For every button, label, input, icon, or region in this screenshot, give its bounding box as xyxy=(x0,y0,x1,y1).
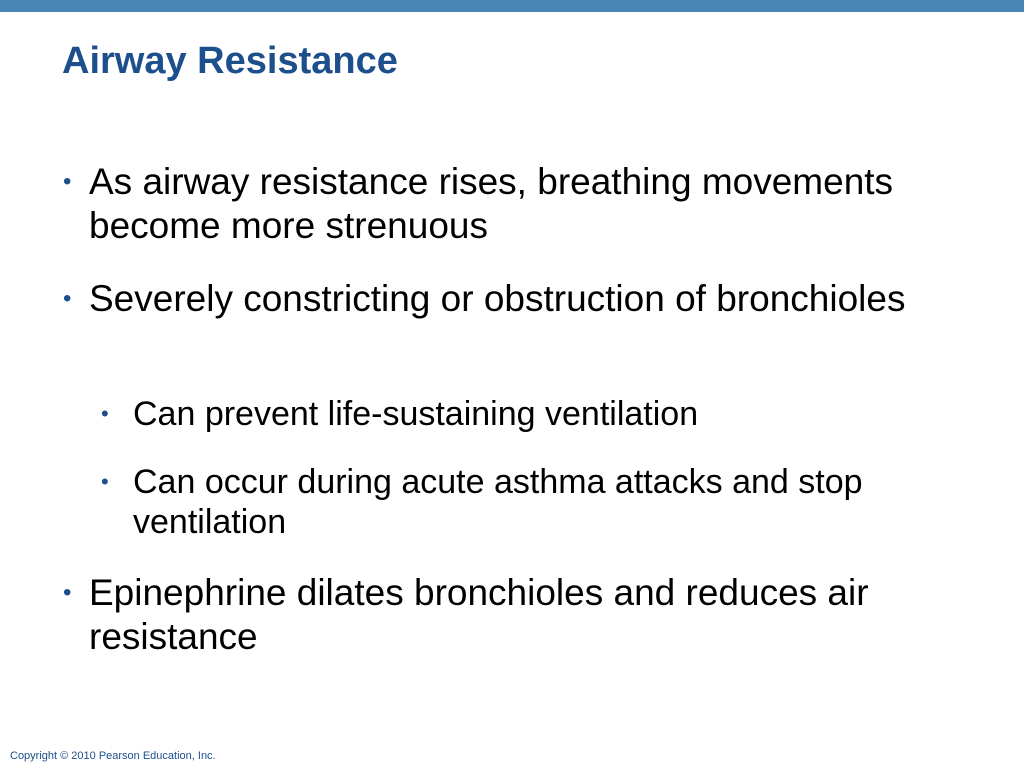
bullet-dot-icon: • xyxy=(63,285,72,312)
bullet-dot-icon: • xyxy=(101,401,109,426)
slide-title: Airway Resistance xyxy=(62,40,398,82)
copyright-footer: Copyright © 2010 Pearson Education, Inc. xyxy=(10,750,216,762)
bullet-dot-icon: • xyxy=(63,168,72,195)
sub-bullet-text: Can prevent life-sustaining ventilation xyxy=(133,395,699,433)
bullet-text: As airway resistance rises, breathing movements become more strenuous xyxy=(89,161,894,246)
bullet-item xyxy=(63,160,969,248)
bullet-text: Severely constricting or obstruction of bronchioles xyxy=(89,278,906,319)
sub-bullet-text: Can occur during acute asthma attacks and stop ventilation xyxy=(133,463,863,541)
bullet-item xyxy=(63,571,969,659)
sub-bullet-item xyxy=(101,394,983,434)
bullet-dot-icon: • xyxy=(63,579,72,606)
sub-bullet-item xyxy=(101,462,983,542)
top-accent-bar xyxy=(0,0,1024,12)
bullet-text: Epinephrine dilates bronchioles and reduces air resistance xyxy=(89,572,869,657)
bullet-item xyxy=(63,277,969,321)
bullet-dot-icon: • xyxy=(101,469,109,494)
